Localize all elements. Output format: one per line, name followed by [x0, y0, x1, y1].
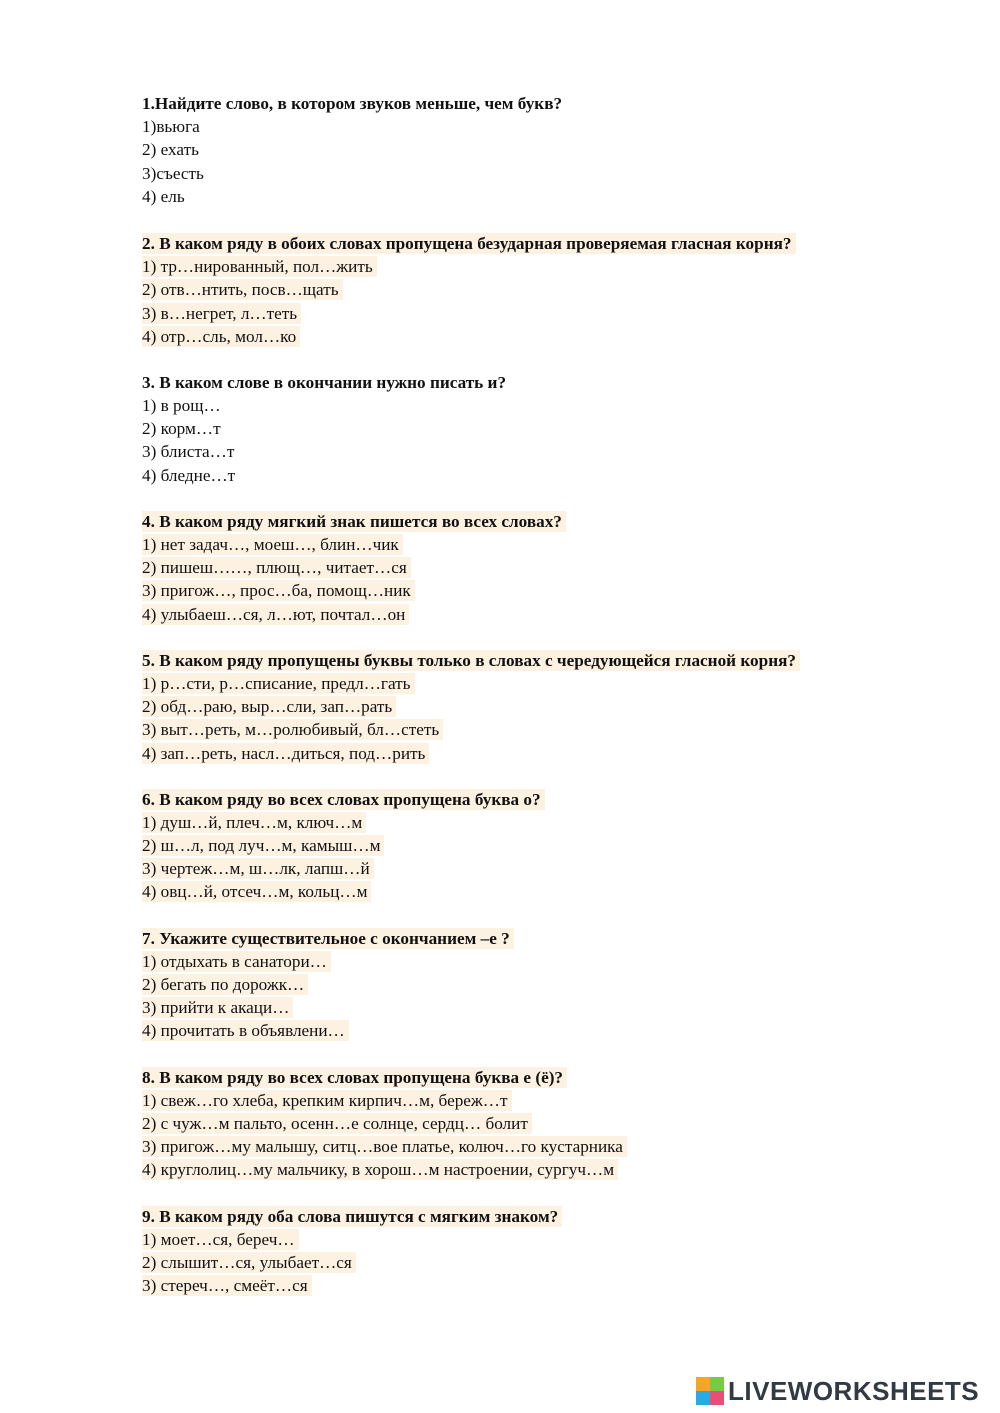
answer-option: 4) прочитать в объявлени… [142, 1019, 942, 1042]
answer-option: 1) свеж…го хлеба, крепким кирпич…м, береж…т [142, 1089, 942, 1112]
answer-option: 1) нет задач…, моеш…, блин…чик [142, 533, 942, 556]
answer-option: 2) с чуж…м пальто, осенн…е солнце, сердц… болит [142, 1112, 942, 1135]
answer-option: 1) р…сти, р…списание, предл…гать [142, 672, 942, 695]
question-6 [142, 788, 942, 904]
answer-option: 4) овц…й, отсеч…м, кольц…м [142, 880, 942, 903]
answer-option: 3) блиста…т [142, 442, 235, 462]
question-2 [142, 232, 942, 348]
answer-option: 1) душ…й, плеч…м, ключ…м [142, 811, 942, 834]
logo-square-icon [710, 1377, 724, 1391]
answer-option: 1) отдыхать в санатори… [142, 950, 942, 973]
question-title: 2. В каком ряду в обоих словах пропущена безударная проверяемая гласная корня? [142, 232, 942, 255]
answer-option: 3) выт…реть, м…ролюбивый, бл…стеть [142, 718, 942, 741]
answer-option: 3) чертеж…м, ш…лк, лапш…й [142, 857, 942, 880]
logo-square-icon [710, 1391, 724, 1405]
question-title: 8. В каком ряду во всех словах пропущена буква е (ё)? [142, 1066, 942, 1089]
logo-square-icon [696, 1377, 710, 1391]
answer-option: 2) бегать по дорожк… [142, 973, 942, 996]
answer-option: 2) ехать [142, 140, 199, 160]
answer-option: 3) в…негрет, л…теть [142, 302, 942, 325]
answer-option: 2) отв…нтить, посв…щать [142, 278, 942, 301]
question-title: 4. В каком ряду мягкий знак пишется во всех словах? [142, 510, 942, 533]
answer-option: 4) улыбаеш…ся, л…ют, почтал…он [142, 603, 942, 626]
question-title: 1.Найдите слово, в котором звуков меньше, чем букв? [142, 94, 563, 113]
answer-option: 4) ель [142, 186, 185, 206]
worksheet [142, 92, 942, 1320]
liveworksheets-logo [696, 1374, 979, 1408]
answer-option: 3) прийти к акаци… [142, 996, 942, 1019]
question-9 [142, 1205, 942, 1298]
answer-option: 3)съесть [142, 163, 204, 183]
answer-option: 4) отр…сль, мол…ко [142, 325, 942, 348]
question-4 [142, 510, 942, 626]
logo-square-icon [696, 1391, 710, 1405]
answer-option: 2) обд…раю, выр…сли, зап…рать [142, 695, 942, 718]
question-7 [142, 927, 942, 1043]
answer-option: 2) слышит…ся, улыбает…ся [142, 1251, 942, 1274]
question-title: 5. В каком ряду пропущены буквы только в словах с чередующейся гласной корня? [142, 649, 942, 672]
question-title: 6. В каком ряду во всех словах пропущена буква о? [142, 788, 942, 811]
question-title: 3. В каком слове в окончании нужно писать и? [142, 372, 507, 392]
question-3 [142, 371, 942, 487]
question-1 [142, 92, 942, 208]
answer-option: 4) зап…реть, насл…диться, под…рить [142, 742, 942, 765]
answer-option: 4) круглолиц…му мальчику, в хорош…м настроении, сургуч…м [142, 1158, 942, 1181]
answer-option: 4) бледне…т [142, 465, 236, 485]
answer-option: 3) пригож…, прос…ба, помощ…ник [142, 579, 942, 602]
answer-option: 1) тр…нированный, пол…жить [142, 255, 942, 278]
liveworksheets-logo-icon [696, 1377, 724, 1405]
question-title: 7. Укажите существительное с окончанием –е ? [142, 927, 942, 950]
answer-option: 3) пригож…му малышу, ситц…вое платье, колюч…го кустарника [142, 1135, 942, 1158]
answer-option: 1) в рощ… [142, 396, 221, 416]
question-8 [142, 1066, 942, 1182]
answer-option: 1) моет…ся, береч… [142, 1228, 942, 1251]
answer-option: 3) стереч…, смеёт…ся [142, 1274, 942, 1297]
question-title: 9. В каком ряду оба слова пишутся с мягким знаком? [142, 1205, 942, 1228]
question-5 [142, 649, 942, 765]
watermark-text: LIVEWORKSHEETS [728, 1375, 980, 1406]
answer-option: 2) ш…л, под луч…м, камыш…м [142, 834, 942, 857]
answer-option: 1)вьюга [142, 117, 200, 137]
answer-option: 2) корм…т [142, 419, 221, 439]
answer-option: 2) пишеш……, плющ…, читает…ся [142, 556, 942, 579]
